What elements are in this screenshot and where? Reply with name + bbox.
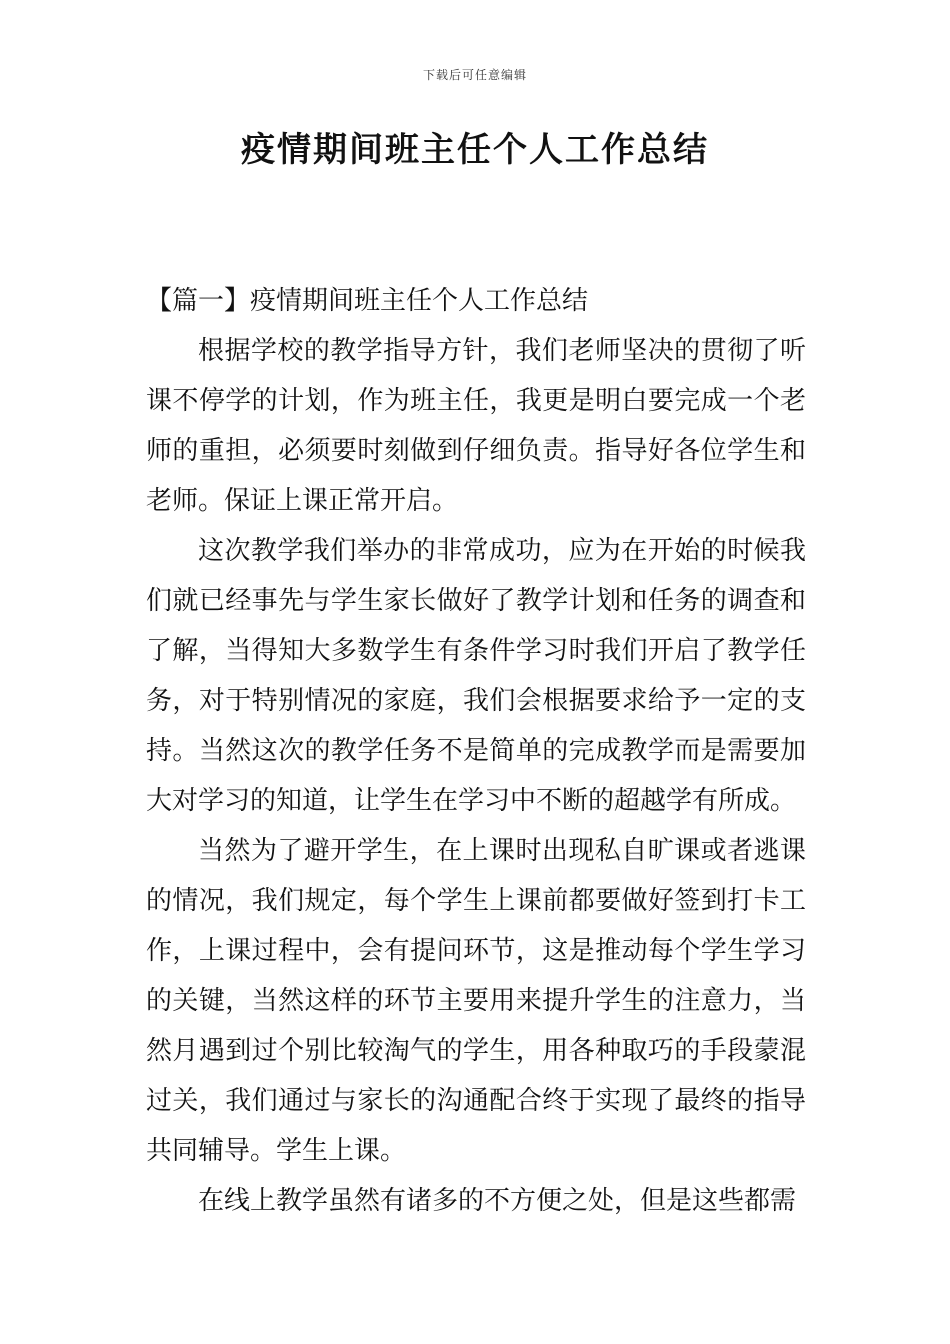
section-heading: 【篇一】疫情期间班主任个人工作总结: [146, 286, 589, 316]
paragraph-1: 根据学校的教学指导方针，我们老师坚决的贯彻了听课不停学的计划，作为班主任，我更是明白要完成一个老师的重担，必须要时刻做到仔细负责。指导好各位学生和老师。保证上课正常开启。: [146, 336, 806, 516]
document-body: [146, 276, 806, 1226]
paragraph-3: 当然为了避开学生，在上课时出现私自旷课或者逃课的情况，我们规定，每个学生上课前都要做好签到打卡工作，上课过程中，会有提问环节，这是推动每个学生学习的关键，当然这样的环节主要用来提升学生的注意力，当然月遇到过个别比较淘气的学生，用各种取巧的手段蒙混过关，我们通过与家长的沟通配合终于实现了最终的指导共同辅导。学生上课。: [146, 836, 806, 1166]
paragraph-2: 这次教学我们举办的非常成功，应为在开始的时候我们就已经事先与学生家长做好了教学计划和任务的调查和了解，当得知大多数学生有条件学习时我们开启了教学任务，对于特别情况的家庭，我们会根据要求给予一定的支持。当然这次的教学任务不是简单的完成教学而是需要加大对学习的知道，让学生在学习中不断的超越学有所成。: [146, 536, 806, 816]
paragraph-4: 在线上教学虽然有诸多的不方便之处，但是这些都需: [198, 1186, 797, 1216]
header-note: 下载后可任意编辑: [422, 68, 527, 82]
document-title: 疫情期间班主任个人工作总结: [241, 130, 709, 170]
